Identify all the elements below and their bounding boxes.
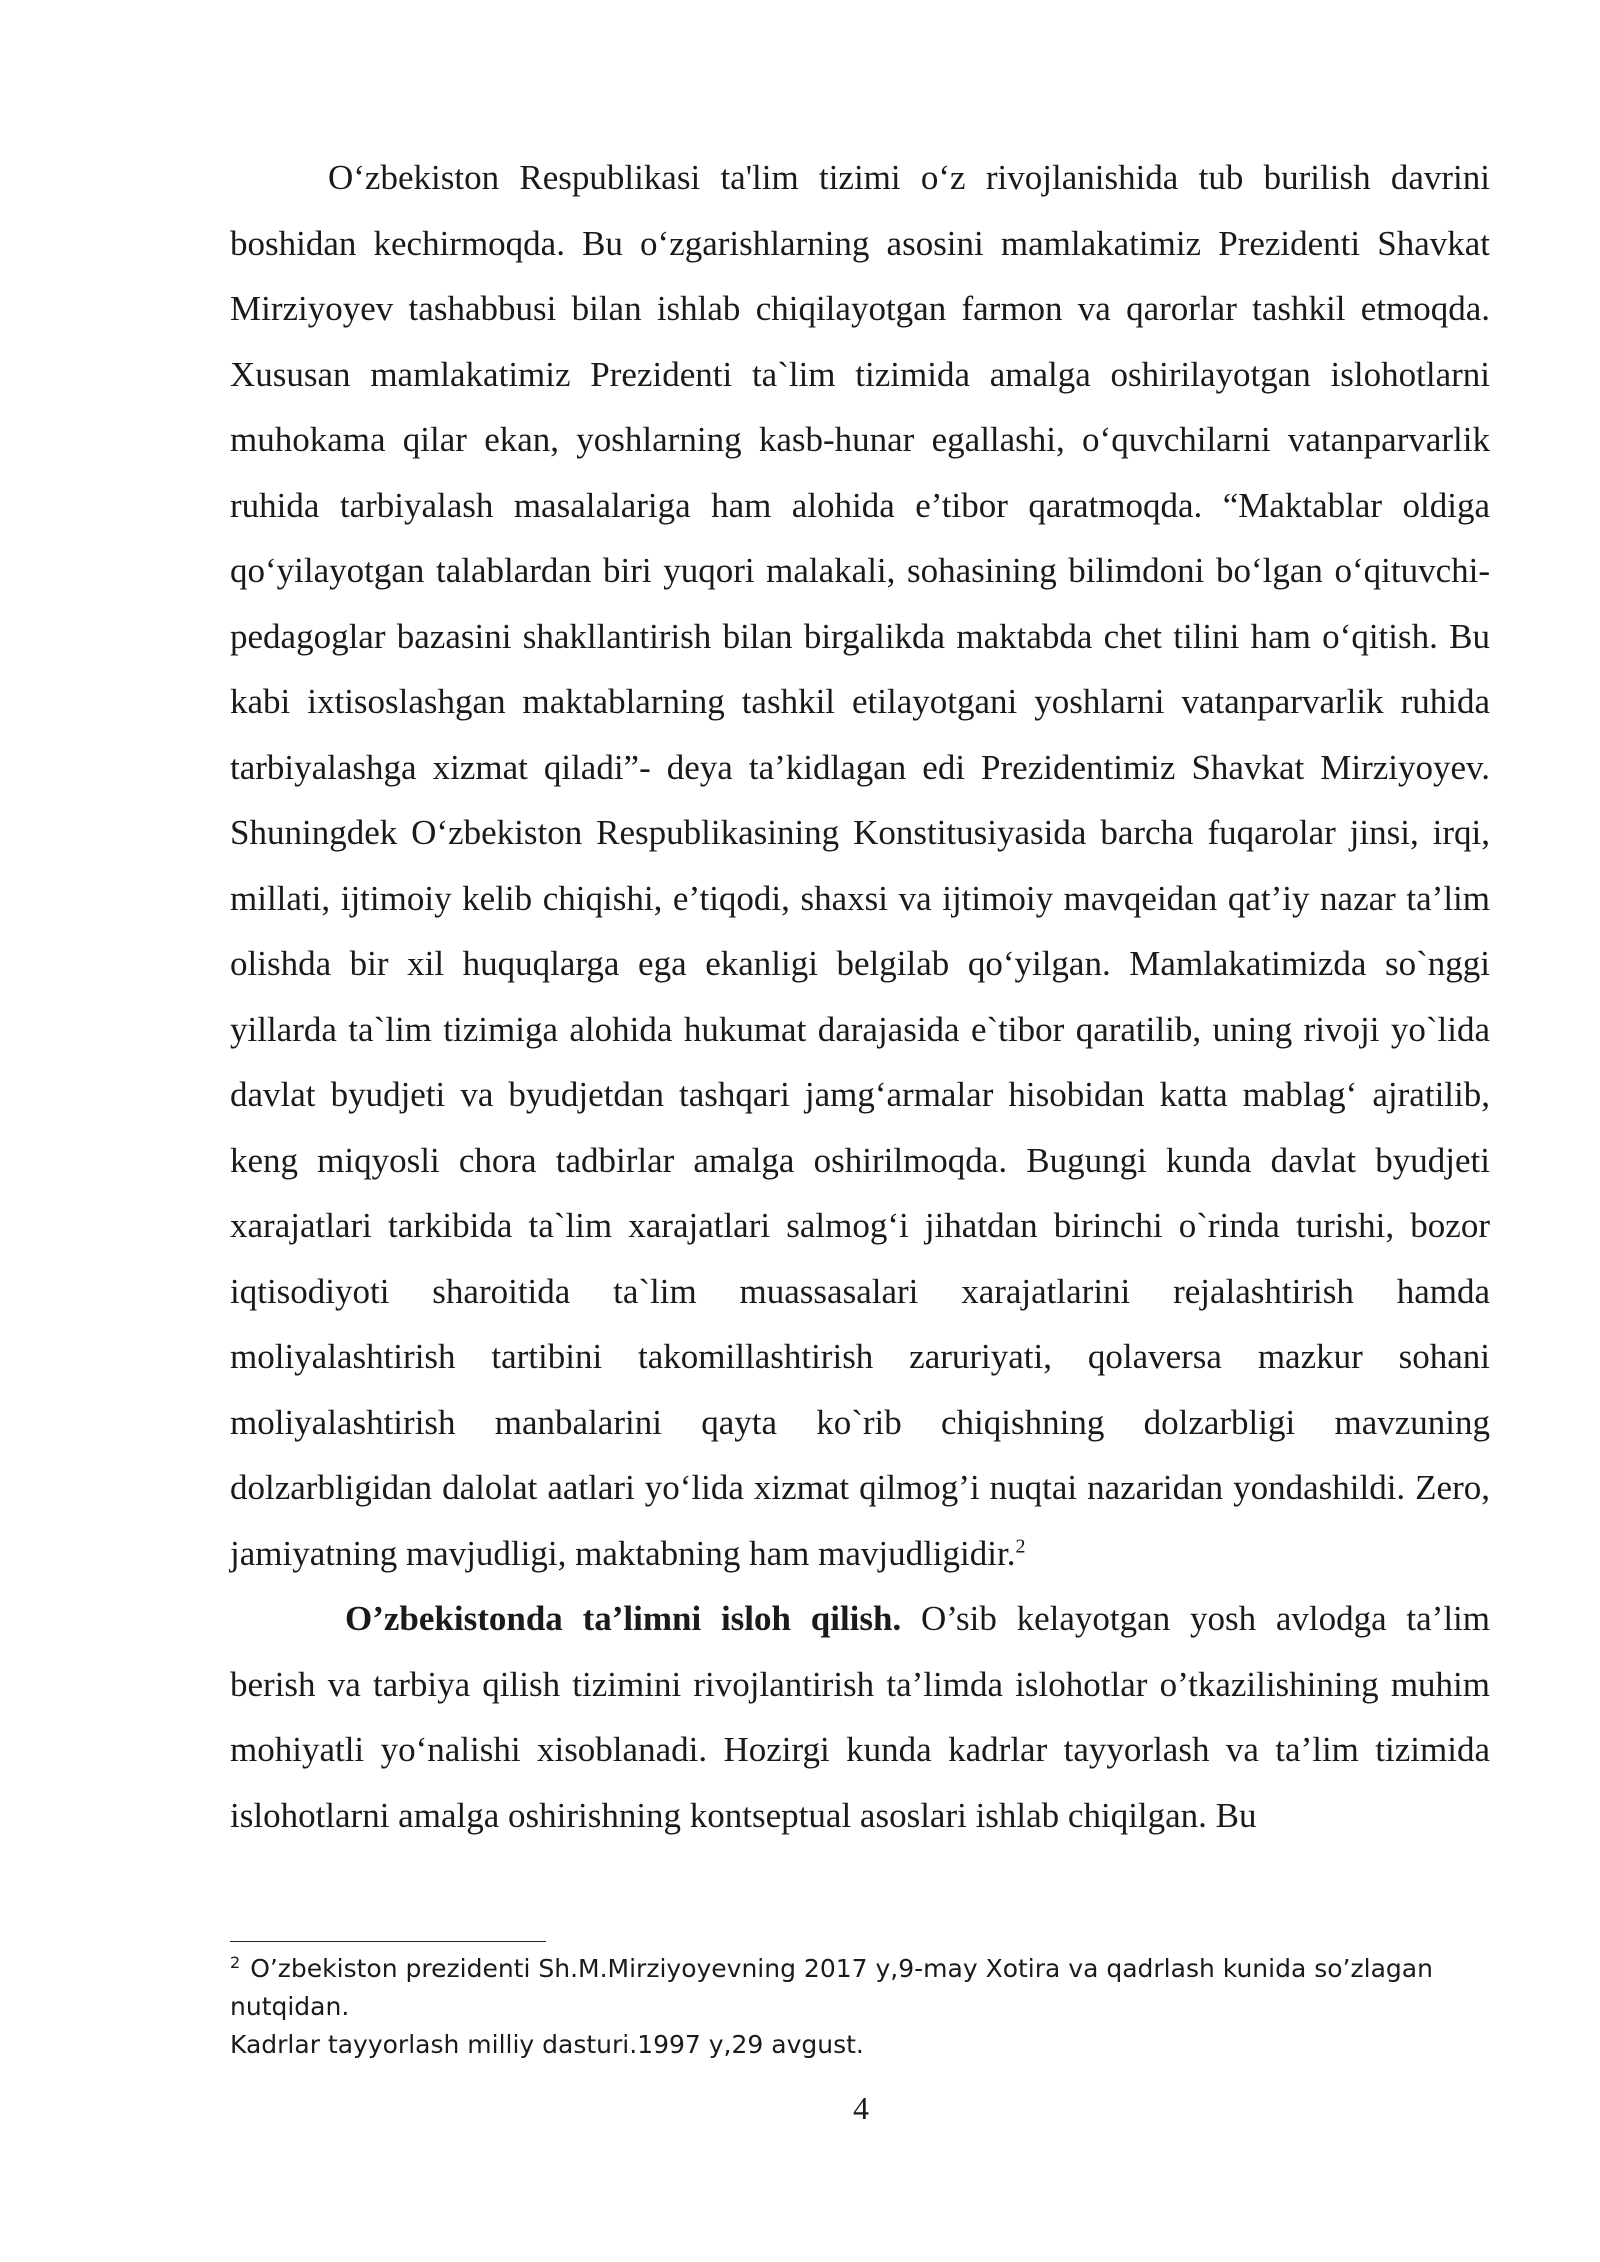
footnote	[230, 1950, 1490, 2026]
section-heading: O’zbekistonda ta’limni isloh qilish.	[345, 1599, 902, 1638]
footnote-reference: 2	[1015, 1534, 1026, 1557]
footnote-text: O’zbekiston prezidenti Sh.M.Mirziyoyevning 2017 y,9-may Xotira va qadrlash kunida so’zlagan nutqidan.	[230, 1954, 1433, 2021]
paragraph	[230, 1586, 1490, 1848]
paragraph-text: O’sib kelayotgan yosh avlodga ta’lim berish va tarbiya qilish tizimini rivojlantirish ta’limda islohotlar o’tkazilishining muhim mohiyatli yo‘nalishi xisoblanadi. Hozirgi kunda kadrlar tayyorlash va ta’lim tizimida islohotlarni amalga oshirishning kontseptual asoslari ishlab chiqilgan. Bu	[230, 1599, 1491, 1835]
main-text	[230, 145, 1490, 1848]
paragraph	[230, 145, 1490, 1586]
footnote-text: Kadrlar tayyorlash milliy dasturi.1997 y,29 avgust.	[230, 2030, 864, 2059]
page-number: 4	[853, 2090, 869, 2126]
footnotes	[230, 1950, 1490, 2064]
footnote-separator	[230, 1941, 546, 1942]
paragraph-text: O‘zbekiston Respublikasi ta'lim tizimi o‘z rivojlanishida tub burilish davrini boshidan kechirmoqda. Bu o‘zgarishlarning asosini mamlakatimiz Prezidenti Shavkat Mirziyoyev tashabbusi bilan ishlab chiqilayotgan farmon va qarorlar tashkil etmoqda. Xususan mamlakatimiz Prezidenti ta`lim tizimida amalga oshirilayotgan islohotlarni muhokama qilar ekan, yoshlarning kasb-hunar egallashi, o‘quvchilarni vatanparvarlik ruhida tarbiyalash masalalariga ham alohida e’tibor qaratmoqda. “Maktablar oldiga qo‘yilayotgan talablardan biri yuqori malakali, sohasining bilimdoni bo‘lgan o‘qituvchi-pedagoglar bazasini shakllantirish bilan birgalikda maktabda chet tilini ham o‘qitish. Bu kabi ixtisoslashgan maktablarning tashkil etilayotgani yoshlarni vatanparvarlik ruhida tarbiyalashga xizmat qiladi”- deya ta’kidlagan edi Prezidentimiz Shavkat Mirziyoyev. Shuningdek O‘zbekiston Respublikasining Konstitusiyasida barcha fuqarolar jinsi, irqi, millati, ijtimoiy kelib chiqishi, e’tiqodi, shaxsi va ijtimoiy mavqeidan qat’iy nazar ta’lim olishda bir xil huquqlarga ega ekanligi belgilab qo‘yilgan. Mamlakatimizda so`nggi yillarda ta`lim tizimiga alohida hukumat darajasida e`tibor qaratilib, uning rivoji yo`lida davlat byudjeti va byudjetdan tashqari jamg‘armalar hisobidan katta mablag‘ ajratilib, keng miqyosli chora tadbirlar amalga oshirilmoqda. Bugungi kunda davlat byudjeti xarajatlari tarkibida ta`lim xarajatlari salmog‘i jihatdan birinchi o`rinda turishi, bozor iqtisodiyoti sharoitida ta`lim muassasalari xarajatlarini rejalashtirish hamda moliyalashtirish tartibini takomillashtirish zaruriyati, qolaversa mazkur sohani moliyalashtirish manbalarini qayta ko`rib chiqishning dolzarbligi mavzuning dolzarbligidan dalolat aatlari yo‘lida xizmat qilmog’i nuqtai nazaridan yondashildi. Zero, jamiyatning mavjudligi, maktabning ham mavjudligidir.	[230, 158, 1490, 1573]
footnote	[230, 2026, 1490, 2064]
footnote-marker: 2	[230, 1952, 241, 1972]
